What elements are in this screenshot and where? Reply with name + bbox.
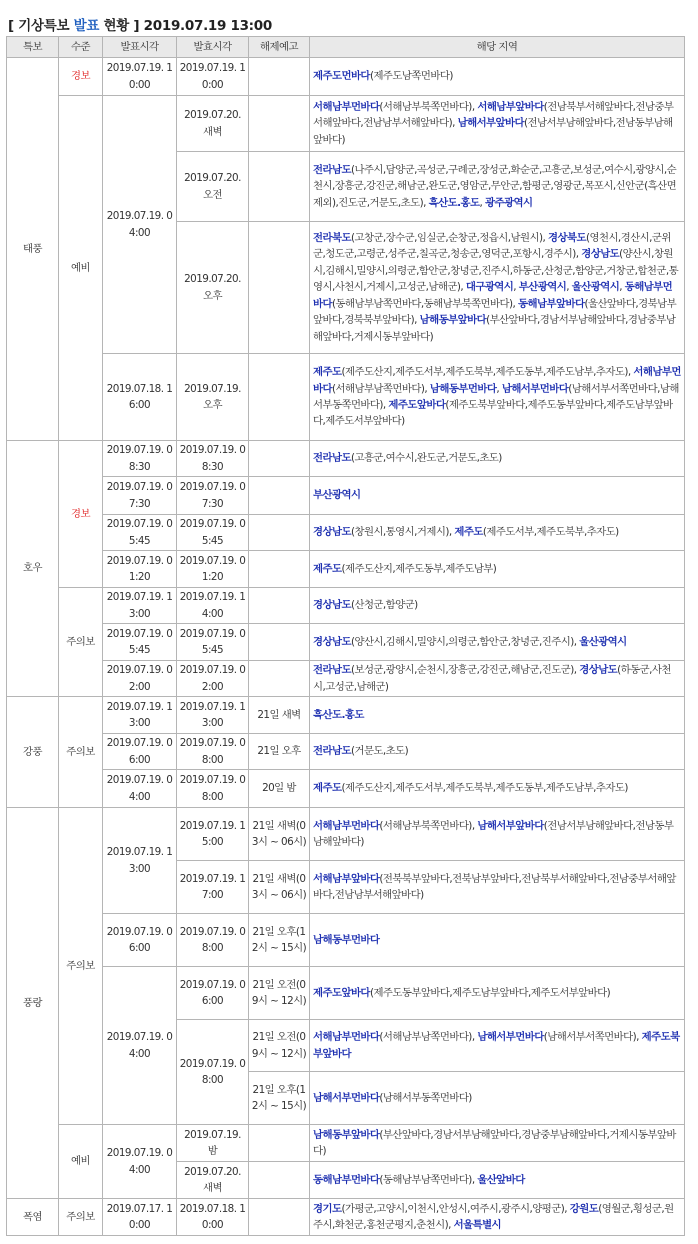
area-cell [310,1125,685,1162]
release-forecast [249,441,310,477]
release-forecast [249,58,310,96]
region-name: 제주도앞바다 [388,399,446,411]
region-detail: (서해남부남쪽먼바다), [331,382,430,395]
group-strong-wind: 강풍 [7,697,59,808]
region-detail: (거문도,초도) [350,745,409,758]
region-detail: (영천시,경산시,군위군,청도군,고령군,성주군,칠곡군,청송군,영덕군,포항시,경주시), [313,232,671,261]
effective-time: 2019.07.19. 밤 [177,1125,249,1162]
page-title: [ 기상특보 발표 현황 ] 2019.07.19 13:00 [8,18,272,34]
table-row [7,967,685,1020]
region-name: 서해남부앞바다 [313,872,380,885]
region-detail: (동해남부남쪽먼바다,동해남부북쪽먼바다), [331,297,519,310]
release-forecast [249,222,310,354]
region-name: 제주도먼바다 [313,70,370,83]
region-name: 서해남부먼바다 [313,100,380,113]
effective-time: 2019.07.19. 14:00 [177,588,249,624]
group-typhoon: 태풍 [7,58,59,441]
issued-time: 2019.07.19. 13:00 [103,808,177,914]
issued-time: 2019.07.19. 05:45 [103,515,177,551]
region-detail: (영월군,횡성군,원주시,화천군,홍천군평지,춘천시), [313,1202,674,1231]
area-cell [310,1072,685,1125]
issued-time: 2019.07.19. 01:20 [103,551,177,588]
region-detail: (제주도산지,제주도서부,제주도북부,제주도동부,제주도남부,추자도), [341,366,634,379]
region-name: 남해서부먼바다 [477,1031,544,1044]
issued-time: 2019.07.19. 04:00 [103,967,177,1125]
region-detail: (제주도산지,제주도서부,제주도북부,제주도동부,제주도남부,추자도) [341,782,628,795]
effective-time: 2019.07.19. 06:00 [177,967,249,1020]
region-detail: (양산시,김해시,밀양시,의령군,함안군,창녕군,진주시), [350,635,580,648]
region-name: 남해동부먼바다 [313,933,380,946]
level-advisory: 주의보 [59,1199,103,1236]
region-detail: (산청군,함양군) [350,599,418,612]
table-row [7,808,685,861]
release-forecast [249,624,310,661]
level-advisory: 주의보 [59,588,103,697]
region-name: 경상남도 [313,526,351,539]
table-row [7,661,685,697]
area-cell [310,515,685,551]
release-forecast [249,588,310,624]
area-cell [310,770,685,808]
region-detail: (창원시,통영시,거제시), [350,526,455,539]
issued-time: 2019.07.18. 16:00 [103,354,177,441]
region-name: 대구광역시 [465,281,514,294]
region-name: 동해남부먼바다 [313,281,673,310]
header-area: 해당 지역 [310,37,685,58]
region-name: 부산광역시 [518,281,567,294]
table-row [7,624,685,661]
issued-time: 2019.07.19. 05:45 [103,624,177,661]
area-cell [310,152,685,222]
region-name: 전라남도 [313,745,351,758]
area-cell [310,734,685,770]
release-forecast: 21일 오후(12시 ~ 15시) [249,914,310,967]
region-name: 전라남도 [313,664,351,677]
group-wind-wave: 풍랑 [7,808,59,1199]
area-cell [310,1020,685,1072]
area-cell [310,58,685,96]
effective-time: 2019.07.19. 08:00 [177,1020,249,1125]
table-row [7,734,685,770]
issued-time: 2019.07.19. 10:00 [103,58,177,96]
region-name: 서해남부먼바다 [313,819,380,832]
table-row [7,588,685,624]
region-name: 남해동부먼바다 [429,382,497,395]
region-detail: (서해남부남쪽먼바다), [379,1031,478,1044]
effective-time: 2019.07.19. 08:30 [177,441,249,477]
effective-time: 2019.07.19. 05:45 [177,624,249,661]
region-detail: (부산앞바다,경남서부남해앞바다,경남중부남해앞바다,거제시동부앞바다) [313,314,676,343]
region-detail: (서해남부북쪽먼바다), [379,819,478,832]
region-name: 제주도북부앞바다 [313,1031,680,1060]
area-cell [310,1162,685,1199]
region-detail: (남해서부서쪽먼바다), [543,1031,642,1044]
issued-time: 2019.07.19. 08:30 [103,441,177,477]
region-name: 전라남도 [313,163,351,176]
region-name: 제주도앞바다 [313,986,370,999]
region-name: 경상남도 [313,635,351,648]
region-name: 남해서부먼바다 [501,382,569,395]
region-name: 강원도 [569,1202,599,1215]
effective-time: 2019.07.19. 02:00 [177,661,249,697]
area-cell [310,861,685,914]
release-forecast: 21일 오후 [249,734,310,770]
region-detail: (제주도남쪽먼바다) [369,70,453,83]
release-forecast: 20일 밤 [249,770,310,808]
level-warning: 경보 [59,441,103,588]
region-detail: , [496,382,502,395]
warning-table [6,36,685,1236]
issued-time: 2019.07.19. 13:00 [103,697,177,734]
header-type: 특보 [7,37,59,58]
region-name: 서해남부먼바다 [313,1031,380,1044]
area-cell [310,661,685,697]
level-preliminary: 예비 [59,96,103,441]
table-row [7,551,685,588]
area-cell [310,441,685,477]
region-name: 제주도 [454,526,483,539]
effective-time: 2019.07.19. 07:30 [177,477,249,515]
title-highlight: 발표 [73,18,100,34]
header-release: 해제예고 [249,37,310,58]
effective-time: 2019.07.19. 05:45 [177,515,249,551]
release-forecast [249,1125,310,1162]
area-cell [310,354,685,441]
release-forecast [249,661,310,697]
release-forecast: 21일 오전(09시 ~ 12시) [249,1020,310,1072]
release-forecast: 21일 새벽 [249,697,310,734]
region-name: 흑산도.홍도 [428,196,480,209]
level-advisory: 주의보 [59,697,103,808]
effective-time: 2019.07.19. 오후 [177,354,249,441]
table-row [7,58,685,96]
header-issued: 발표시각 [103,37,177,58]
table-row [7,515,685,551]
region-name: 전라남도 [313,452,351,465]
header-effective: 발효시각 [177,37,249,58]
region-detail: (제주도동부앞바다,제주도남부앞바다,제주도서부앞바다) [369,986,611,999]
region-detail: (부산앞바다,경남서부남해앞바다,경남중부남해앞바다,거제시동부앞바다) [313,1128,676,1157]
area-cell [310,551,685,588]
region-name: 서해남부먼바다 [313,366,681,395]
area-cell [310,96,685,152]
table-row [7,1199,685,1236]
region-name: 울산광역시 [579,635,627,648]
region-name: 제주도 [313,782,342,795]
area-cell [310,477,685,515]
region-name: 남해서부앞바다 [457,117,525,130]
group-heavy-rain: 호우 [7,441,59,697]
region-name: 울산광역시 [571,281,620,294]
effective-time: 2019.07.20. 새벽 [177,96,249,152]
level-advisory: 주의보 [59,808,103,1125]
effective-time: 2019.07.19. 15:00 [177,808,249,861]
release-forecast [249,1162,310,1199]
region-detail: (남해서부동쪽먼바다) [379,1091,472,1104]
level-warning: 경보 [59,58,103,96]
effective-time: 2019.07.20. 오전 [177,152,249,222]
region-name: 서울특별시 [453,1219,502,1231]
table-row [7,697,685,734]
region-name: 제주도 [313,562,342,575]
area-cell [310,967,685,1020]
area-cell [310,697,685,734]
region-detail: (전남서부남해앞바다,전남동부남해앞바다) [313,819,674,848]
table-row [7,96,685,152]
area-cell [310,588,685,624]
issued-time: 2019.07.19. 07:30 [103,477,177,515]
effective-time: 2019.07.19. 08:00 [177,914,249,967]
region-detail: , [566,281,572,294]
region-name: 서해남부앞바다 [477,100,544,113]
issued-time: 2019.07.19. 06:00 [103,734,177,770]
region-detail: (가평군,고양시,이천시,안성시,여주시,광주시,양평군), [341,1202,570,1215]
area-cell [310,1199,685,1236]
issued-time: 2019.07.19. 13:00 [103,588,177,624]
effective-time: 2019.07.18. 10:00 [177,1199,249,1236]
table-row [7,477,685,515]
table-row [7,770,685,808]
release-forecast [249,1199,310,1236]
region-name: 남해서부먼바다 [313,1091,380,1104]
release-forecast [249,354,310,441]
region-detail: (보성군,광양시,순천시,장흥군,강진군,해남군,진도군), [350,664,580,677]
region-name: 흑산도.홍도 [313,708,364,721]
region-name: 남해동부앞바다 [313,1128,380,1141]
region-detail: (제주도북부앞바다,제주도동부앞바다,제주도남부앞바다,제주도서부앞바다) [313,399,673,428]
release-forecast: 21일 오전(09시 ~ 12시) [249,967,310,1020]
effective-time: 2019.07.19. 10:00 [177,58,249,96]
region-detail: (하동군,사천시,고성군,남해군) [313,664,671,693]
release-forecast [249,477,310,515]
region-detail: (제주도서부,제주도북부,추자도) [482,526,619,539]
issued-time: 2019.07.19. 04:00 [103,770,177,808]
table-row [7,354,685,441]
region-detail: (나주시,담양군,곡성군,구례군,장성군,화순군,고흥군,보성군,여수시,광양시,순천시,장흥군,강진군,해남군,완도군,영암군,무안군,함평군,영광군,목포시,신안군(흑산면제외),진도군,거문도,초도), [313,163,677,209]
release-forecast: 21일 새벽(03시 ~ 06시) [249,808,310,861]
region-name: 광주광역시 [485,196,533,209]
region-detail: , [513,281,519,294]
effective-time: 2019.07.20. 새벽 [177,1162,249,1199]
issued-time: 2019.07.19. 04:00 [103,1125,177,1199]
issued-time: 2019.07.17. 10:00 [103,1199,177,1236]
effective-time: 2019.07.19. 01:20 [177,551,249,588]
region-name: 울산앞바다 [477,1173,525,1186]
region-name: 경상남도 [579,664,618,677]
region-name: 부산광역시 [313,489,361,502]
region-detail: (고창군,장수군,임실군,순창군,정읍시,남원시), [350,232,549,245]
region-detail: (서해남부북쪽먼바다), [379,100,478,113]
table-row [7,1125,685,1162]
table-row [7,441,685,477]
region-name: 남해동부앞바다 [419,314,487,327]
release-forecast [249,515,310,551]
region-name: 경상남도 [581,248,620,261]
region-detail: (전북북부앞바다,전북남부앞바다,전남북부서해앞바다,전남중부서해앞바다,전남남부서해앞바다) [313,872,676,901]
region-detail: (전남북부서해앞바다,전남중부서해앞바다,전남남부서해앞바다), [313,100,674,130]
effective-time: 2019.07.19. 17:00 [177,861,249,914]
region-detail: (전남서부남해앞바다,전남동부남해앞바다) [313,117,673,146]
region-name: 경상북도 [548,232,586,245]
level-preliminary: 예비 [59,1125,103,1199]
table-row [7,914,685,967]
region-detail: (양산시,창원시,김해시,밀양시,의령군,함안군,창녕군,진주시,하동군,산청군,함양군,거창군,합천군,통영시,사천시,거제시,고성군,남해군), [313,248,679,294]
region-name: 경상남도 [313,599,351,612]
release-forecast: 21일 새벽(03시 ~ 06시) [249,861,310,914]
region-detail: (고흥군,여수시,완도군,거문도,초도) [350,452,502,465]
issued-time: 2019.07.19. 04:00 [103,96,177,354]
issued-time: 2019.07.19. 06:00 [103,914,177,967]
area-cell [310,914,685,967]
region-detail: (동해남부남쪽먼바다), [379,1173,478,1186]
region-detail: , [619,281,625,294]
table-header-row [7,37,685,58]
area-cell [310,624,685,661]
region-name: 제주도 [313,366,342,379]
effective-time: 2019.07.19. 08:00 [177,770,249,808]
region-detail: (제주도산지,제주도동부,제주도남부) [341,562,497,575]
region-detail: , [479,196,486,209]
release-forecast [249,96,310,152]
release-forecast [249,152,310,222]
region-detail: (울산앞바다,경북남부앞바다,경북북부앞바다), [313,297,677,327]
region-name: 동해남부앞바다 [518,297,585,310]
group-heat: 폭염 [7,1199,59,1236]
region-name: 남해서부앞바다 [477,819,544,832]
region-name: 동해남부먼바다 [313,1173,380,1186]
effective-time: 2019.07.19. 13:00 [177,697,249,734]
effective-time: 2019.07.19. 08:00 [177,734,249,770]
area-cell [310,808,685,861]
region-name: 전라북도 [313,232,351,245]
area-cell [310,222,685,354]
release-forecast: 21일 오후(12시 ~ 15시) [249,1072,310,1125]
region-name: 경기도 [313,1202,342,1215]
release-forecast [249,551,310,588]
effective-time: 2019.07.20. 오후 [177,222,249,354]
region-detail: (남해서부서쪽먼바다,남해서부동쪽먼바다), [313,382,679,411]
issued-time: 2019.07.19. 02:00 [103,661,177,697]
header-level: 수준 [59,37,103,58]
